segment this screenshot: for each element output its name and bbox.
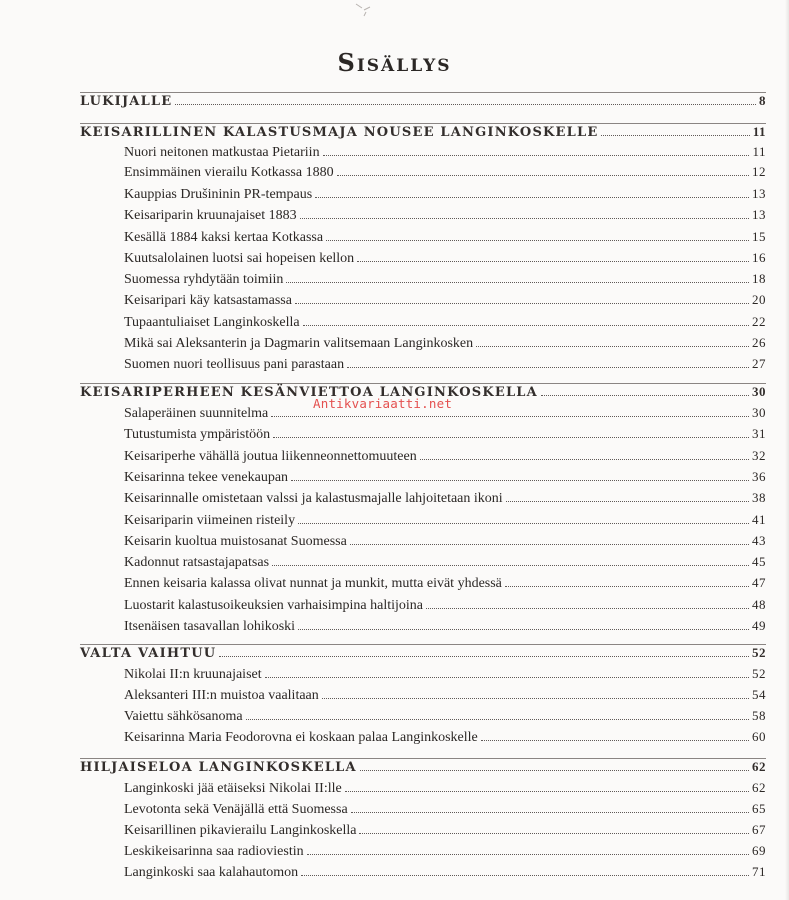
dot-leader: [219, 656, 749, 657]
page-number: 52: [752, 645, 766, 660]
page-number: 43: [752, 533, 766, 548]
toc-entry: [124, 270, 766, 289]
dot-leader: [505, 586, 749, 587]
dot-leader: [420, 459, 749, 460]
page-number: 18: [752, 271, 766, 286]
page-number: 45: [752, 554, 766, 569]
entry-label: Mikä sai Aleksanterin ja Dagmarin valitsemaan Langinkosken: [124, 336, 474, 351]
page-number: 11: [752, 124, 766, 139]
page-number: 12: [752, 164, 766, 179]
entry-label: Nikolai II:n kruunajaiset: [124, 667, 262, 682]
dot-leader: [359, 833, 749, 834]
entry-label: Salaperäinen suunnitelma: [124, 406, 269, 421]
toc-entry: [124, 779, 766, 798]
dot-leader: [426, 608, 749, 609]
toc-entry: [124, 707, 766, 726]
toc-entry: [124, 686, 766, 705]
toc-entry: [124, 728, 766, 747]
entry-label: Keisarinnalle omistetaan valssi ja kalastusmajalle lahjoitetaan ikoni: [124, 491, 503, 506]
dot-leader: [295, 303, 749, 304]
toc-entry: [124, 665, 766, 684]
heading-label: LUKIJALLE: [80, 94, 173, 109]
heading-label: HILJAISELOA LANGINKOSKELLA: [80, 760, 357, 775]
dot-leader: [345, 791, 749, 792]
toc-entry: [124, 574, 766, 593]
page-number: 71: [752, 864, 766, 879]
dot-leader: [476, 346, 749, 347]
dot-leader: [541, 395, 749, 396]
entry-label: Suomessa ryhdytään toimiin: [124, 272, 284, 287]
entry-label: Ensimmäinen vierailu Kotkassa 1880: [124, 165, 334, 180]
toc-entry: [124, 532, 766, 551]
dot-leader: [291, 480, 749, 481]
toc-entry: [124, 821, 766, 840]
entry-label: Kuutsalolainen luotsi sai hopeisen kellon: [124, 251, 355, 266]
entry-label: Kadonnut ratsastajapatsas: [124, 555, 270, 570]
toc-entry: [124, 313, 766, 332]
toc-entry: [124, 800, 766, 819]
dot-leader: [175, 104, 756, 105]
page-number: 20: [752, 292, 766, 307]
dot-leader: [265, 677, 749, 678]
entry-label: Vaiettu sähkösanoma: [124, 709, 243, 724]
heading-label: KEISARIPERHEEN KESÄNVIETTOA LANGINKOSKELLA: [80, 385, 538, 400]
entry-label: Keisarinna Maria Feodorovna ei koskaan palaa Langinkoskelle: [124, 730, 478, 745]
page-number: 69: [752, 843, 766, 858]
dot-leader: [351, 812, 749, 813]
page-number: 62: [752, 780, 766, 795]
dot-leader: [272, 565, 749, 566]
dot-leader: [307, 854, 749, 855]
page-number: 30: [752, 405, 766, 420]
heading-label: VALTA VAIHTUU: [80, 646, 217, 661]
entry-label: Leskikeisarinna saa radioviestin: [124, 844, 304, 859]
dot-leader: [357, 261, 749, 262]
page-number: 8: [759, 93, 766, 108]
toc-entry: [124, 553, 766, 572]
page-number: 26: [752, 335, 766, 350]
dot-leader: [271, 416, 749, 417]
toc-heading: [80, 123, 766, 142]
dot-leader: [326, 240, 749, 241]
page-number: 54: [752, 687, 766, 702]
page-number: 47: [752, 575, 766, 590]
page-number: 58: [752, 708, 766, 723]
entry-label: Tutustumista ympäristöön: [124, 427, 271, 442]
entry-label: Luostarit kalastusoikeuksien varhaisimpina haltijoina: [124, 598, 423, 613]
page-number: 31: [752, 426, 766, 441]
toc-entry: [124, 842, 766, 861]
dot-leader: [601, 135, 749, 136]
page-number: 62: [752, 759, 766, 774]
dot-leader: [506, 501, 749, 502]
dot-leader: [298, 523, 749, 524]
entry-label: Keisariparin viimeinen risteily: [124, 513, 296, 528]
entry-label: Kauppias Drušininin PR-tempaus: [124, 187, 313, 202]
toc-entry: [124, 334, 766, 353]
toc-entry: [124, 228, 766, 247]
dot-leader: [481, 740, 749, 741]
dot-leader: [323, 155, 750, 156]
entry-label: Nuori neitonen matkustaa Pietariin: [124, 145, 320, 160]
page-number: 60: [752, 729, 766, 744]
page-number: 65: [752, 801, 766, 816]
dot-leader: [301, 875, 749, 876]
toc-entry: [124, 489, 766, 508]
page-number: 15: [752, 229, 766, 244]
toc-heading: [80, 92, 766, 111]
page-number: 32: [752, 448, 766, 463]
toc-entry: [124, 143, 766, 162]
toc-entry: [124, 425, 766, 444]
toc-entry: [124, 617, 766, 636]
page-title: Sisällys: [337, 48, 452, 77]
page-number: 22: [752, 314, 766, 329]
dot-leader: [350, 544, 749, 545]
toc-heading: [80, 758, 766, 777]
dot-leader: [298, 629, 749, 630]
page-number: 13: [752, 207, 766, 222]
page-number: 13: [752, 186, 766, 201]
toc-entry: [124, 185, 766, 204]
entry-label: Langinkoski saa kalahautomon: [124, 865, 299, 880]
entry-label: Keisariperhe vähällä joutua liikenneonnettomuuteen: [124, 449, 417, 464]
entry-label: Keisariparin kruunajaiset 1883: [124, 208, 297, 223]
entry-label: Kesällä 1884 kaksi kertaa Kotkassa: [124, 230, 324, 245]
dot-leader: [300, 218, 749, 219]
entry-label: Keisaripari käy katsastamassa: [124, 293, 292, 308]
toc-entry: [124, 291, 766, 310]
dot-leader: [360, 770, 749, 771]
page-number: 27: [752, 356, 766, 371]
entry-label: Suomen nuori teollisuus pani parastaan: [124, 357, 345, 372]
page-number: 49: [752, 618, 766, 633]
dot-leader: [347, 367, 749, 368]
page-edge-shadow: [785, 0, 789, 900]
page-number: 41: [752, 512, 766, 527]
dot-leader: [303, 325, 749, 326]
entry-label: Itsenäisen tasavallan lohikoski: [124, 619, 296, 634]
dot-leader: [273, 437, 749, 438]
toc-entry: [124, 355, 766, 374]
page-number: 48: [752, 597, 766, 612]
toc-entry: [124, 163, 766, 182]
page-number: 11: [752, 144, 766, 159]
entry-label: Aleksanteri III:n muistoa vaalitaan: [124, 688, 319, 703]
page-number: 52: [752, 666, 766, 681]
toc-heading: [80, 644, 766, 663]
page-number: 67: [752, 822, 766, 837]
entry-label: Keisarillinen pikavierailu Langinkoskella: [124, 823, 357, 838]
entry-label: Tupaantuliaiset Langinkoskella: [124, 315, 300, 330]
entry-label: Ennen keisaria kalassa olivat nunnat ja munkit, mutta eivät yhdessä: [124, 576, 502, 591]
dot-leader: [315, 197, 749, 198]
watermark-text: Antikvariaatti.net: [313, 396, 453, 411]
entry-label: Langinkoski jää etäiseksi Nikolai II:lle: [124, 781, 342, 796]
dot-leader: [286, 282, 749, 283]
page-number: 30: [752, 384, 766, 399]
page-number: 16: [752, 250, 766, 265]
dot-leader: [246, 719, 749, 720]
dot-leader: [337, 175, 749, 176]
entry-label: Levotonta sekä Venäjällä että Suomessa: [124, 802, 348, 817]
toc-entry: [124, 447, 766, 466]
toc-entry: [124, 249, 766, 268]
entry-label: Keisarinna tekee venekaupan: [124, 470, 289, 485]
toc-entry: [124, 863, 766, 882]
toc-entry: [124, 206, 766, 225]
page-number: 38: [752, 490, 766, 505]
toc-entry: [124, 596, 766, 615]
page-number: 36: [752, 469, 766, 484]
toc-entry: [124, 511, 766, 530]
dot-leader: [322, 698, 749, 699]
heading-label: KEISARILLINEN KALASTUSMAJA NOUSEE LANGINKOSKELLE: [80, 125, 599, 140]
entry-label: Keisarin kuoltua muistosanat Suomessa: [124, 534, 347, 549]
toc-entry: [124, 468, 766, 487]
